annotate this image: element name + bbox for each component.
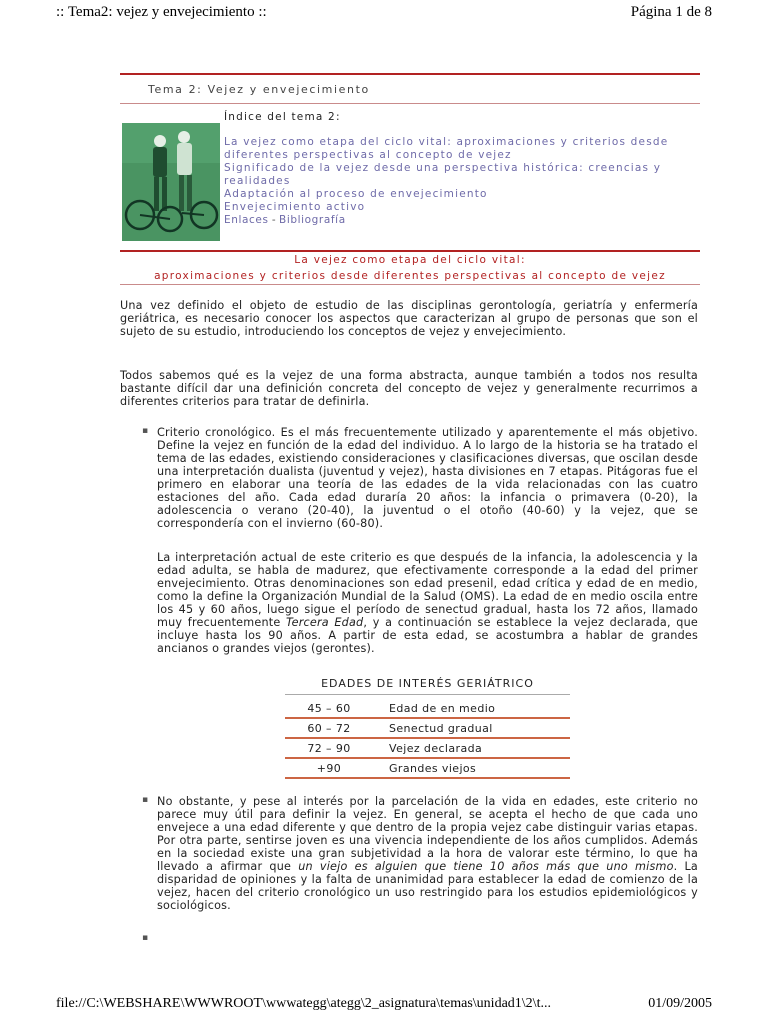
bullet-text bbox=[157, 795, 698, 912]
index-link-3[interactable]: Adaptación al proceso de envejecimiento bbox=[224, 188, 488, 200]
age-label: Edad de en medio bbox=[377, 699, 570, 718]
ages-table bbox=[285, 677, 570, 779]
bibliografia-link[interactable]: Bibliografía bbox=[279, 214, 346, 226]
bullet-criterio-cronologico bbox=[142, 426, 698, 530]
index-link-4[interactable]: Envejecimiento activo bbox=[224, 201, 366, 213]
table-row bbox=[285, 718, 570, 738]
topic-index-box bbox=[120, 73, 700, 252]
definition-paragraph bbox=[120, 369, 698, 408]
section-title-line-1: La vejez como etapa del ciclo vital: bbox=[294, 254, 526, 266]
bullet-no-obstante bbox=[142, 795, 698, 912]
bullet-text: Criterio cronológico. Es el más frecuentemente utilizado y aparentemente el más objetivo. Define la vejez en función de la edad del individuo. A lo largo de la historia se ha tratado el tema de las edades, existiendo consideraciones y clasificaciones diversas, que oscilan desde una interpretación dualista (juventud y vejez), hasta divisiones en 7 etapas. Pitágoras fue el primero en elaborar una teoría de las edades de la vida relacionadas con las cuatro estaciones del año. Cada edad duraría 20 años: la infancia o primavera (0-20), la adolescencia o verano (20-40), la juventud o el otoño (40-60) y la vejez, que se correspondería con el invierno (60-80). bbox=[157, 426, 698, 530]
intro-paragraph bbox=[120, 299, 698, 338]
print-header bbox=[56, 4, 712, 21]
elderly-cyclists-image bbox=[122, 123, 220, 241]
print-footer bbox=[56, 996, 712, 1012]
text-part: , y a continuación se establece la vejez declarada, que incluye hasta los 90 años. A partir de esta edad, se acostumbra a hablar de grandes ancianos o grandes viejos (gerontes). bbox=[157, 616, 698, 655]
paragraph-text: Todos sabemos qué es la vejez de una forma abstracta, aunque también a todos nos resulta bastante difícil dar una definición concreta del concepto de vejez y generalmente recurrimos a diferentes criterios para tratar de definirla. bbox=[120, 369, 698, 408]
criterio-interpretation-paragraph bbox=[157, 551, 698, 655]
print-footer-date: 01/09/2005 bbox=[648, 996, 712, 1011]
table-row bbox=[285, 699, 570, 718]
table-caption: EDADES DE INTERÉS GERIÁTRICO bbox=[285, 677, 570, 695]
index-link-2[interactable]: Significado de la vejez desde una perspectiva histórica: creencias y realidades bbox=[224, 162, 662, 187]
italic-quote: un viejo es alguien que tiene 10 años más que uno mismo bbox=[298, 860, 674, 873]
age-range: +90 bbox=[285, 758, 373, 778]
italic-term: Tercera Edad bbox=[286, 616, 364, 629]
print-header-title: :: Tema2: vejez y envejecimiento :: bbox=[56, 4, 267, 20]
age-range: 72 – 90 bbox=[285, 738, 373, 758]
divider bbox=[120, 103, 700, 104]
table-row bbox=[285, 758, 570, 778]
section-title bbox=[120, 252, 700, 284]
links-separator: - bbox=[268, 214, 280, 226]
index-link-1[interactable]: La vejez como etapa del ciclo vital: aproximaciones y criterios desde diferentes perspectivas al concepto de vejez bbox=[224, 136, 669, 161]
text-part: . La disparidad de opiniones y la falta de unanimidad para establecer la edad de comienzo de la vejez, hacen del criterio cronológico un uso restringido para los estudios epidemiológicos y sociológicos. bbox=[157, 860, 698, 912]
elderly-cyclists-photo bbox=[122, 123, 220, 241]
bullet-icon: ▪ bbox=[142, 795, 149, 805]
text-part: La interpretación actual de este criterio es que después de la infancia, la adolescencia y la edad adulta, se habla de madurez, que efectivamente corresponde a la edad del primer envejecimiento. Otras denominaciones son edad presenil, edad crítica y edad de en medio, como la define la Organización Mundial de la Salud (OMS). La edad de en medio oscila entre los 45 y 60 años, luego sigue el período de senectud gradual, hasta los 72 años, llamado muy frecuentemente bbox=[157, 551, 698, 629]
text-part: No obstante, y pese al interés por la parcelación de la vida en edades, este criterio no parece muy útil para definir la vejez. En general, se acepta el hecho de que cada uno envejece a una edad diferente y que dentro de la propia vejez cabe distinguir varias etapas. Por otra parte, sentirse joven es una vivencia independiente de los años cumplidos. Además en la sociedad existe una gran subjetividad a la hora de valorar este término, lo que ha llevado a afirmar que bbox=[157, 795, 698, 873]
age-range: 45 – 60 bbox=[285, 699, 373, 718]
divider bbox=[120, 284, 700, 285]
paragraph-text: Una vez definido el objeto de estudio de las disciplinas gerontología, geriatría y enfermería geriátrica, es necesario conocer los aspectos que caracterizan al grupo de personas que son el sujeto de su estudio, introduciendo los conceptos de vejez y envejecimiento. bbox=[120, 299, 698, 338]
age-range: 60 – 72 bbox=[285, 718, 373, 738]
index-list bbox=[224, 136, 694, 227]
age-label: Grandes viejos bbox=[377, 758, 570, 778]
table-row bbox=[285, 738, 570, 758]
age-label: Vejez declarada bbox=[377, 738, 570, 758]
index-heading: Índice del tema 2: bbox=[224, 111, 341, 123]
bullet-icon: ▪ bbox=[142, 933, 149, 943]
index-extra-links bbox=[224, 214, 694, 227]
print-footer-url: file://C:\WEBSHARE\WWWROOT\wwwategg\ategg\2_asignatura\temas\unidad1\2\t... bbox=[56, 996, 551, 1011]
print-header-page: Página 1 de 8 bbox=[630, 4, 712, 20]
bullet-icon: ▪ bbox=[142, 426, 149, 436]
age-label: Senectud gradual bbox=[377, 718, 570, 738]
paragraph-text bbox=[157, 551, 698, 655]
topic-title: Tema 2: Vejez y envejecimiento bbox=[148, 83, 370, 96]
enlaces-link[interactable]: Enlaces bbox=[224, 214, 269, 226]
section-title-line-2: aproximaciones y criterios desde diferentes perspectivas al concepto de vejez bbox=[154, 270, 666, 282]
